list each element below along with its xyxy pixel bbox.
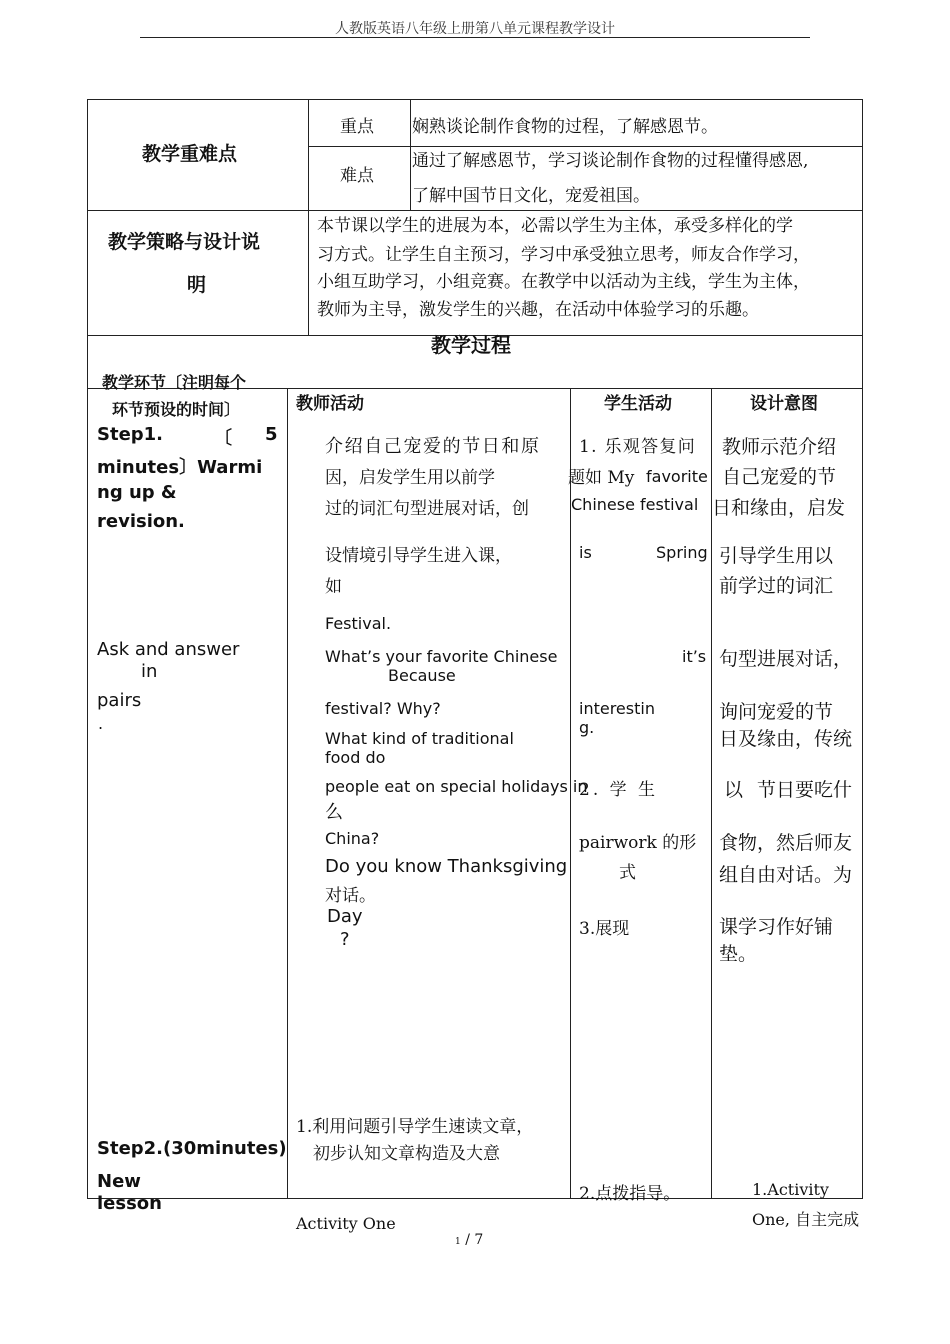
step1-teacher-line: Day: [327, 906, 363, 927]
step1-student-line: 题如 My: [568, 468, 635, 488]
step1-design-line: 组自由对话。为: [719, 864, 853, 886]
step1-design-line: 节日要吃什: [757, 779, 853, 801]
step1-heading-line-3: ng up &: [97, 482, 177, 503]
header-rule: [140, 37, 810, 38]
step1-heading-paren: 〔: [214, 428, 232, 449]
step1-side-line-3: pairs: [97, 690, 142, 711]
step1-teacher-line: What kind of traditional: [325, 729, 514, 748]
step1-teacher-line: 设情境引导学生进入课，: [325, 546, 512, 566]
step1-design-line: 引导学生用以: [719, 545, 834, 567]
step1-design-line: 垫。: [719, 943, 758, 965]
page-number: [455, 1232, 483, 1248]
key-points-label: 教学重难点: [142, 143, 238, 165]
step1-design-line: 日和缘由，启发: [712, 497, 846, 519]
step1-heading-line-2: minutes〕Warmi: [97, 457, 263, 478]
difficulty-label: 难点: [340, 166, 374, 186]
page-total: / 7: [465, 1232, 484, 1248]
strategy-line-1: 本节课以学生的进展为本，必需以学生为主体，承受多样化的学: [317, 216, 793, 236]
step1-design-line: 课学习作好铺: [719, 916, 834, 938]
step1-student-line: is: [579, 543, 592, 562]
step2-teacher-line: Activity One: [296, 1214, 396, 1233]
student-column-header: 学生活动: [604, 394, 672, 414]
step1-student-line: 1. 乐观答复问: [579, 437, 697, 457]
difficulty-line-2: 了解中国节日文化，宠爱祖国。: [412, 186, 650, 206]
step2-teacher-line: 1.利用问题引导学生速读文章，: [296, 1117, 534, 1137]
step1-teacher-line: festival? Why?: [325, 699, 441, 718]
step1-teacher-line: 因，启发学生用以前学: [325, 468, 495, 488]
step1-teacher-line: food do: [325, 748, 386, 767]
document-header: 人教版英语八年级上册第八单元课程教学设计: [335, 21, 615, 37]
step1-student-line: 2. 学 生: [579, 780, 659, 800]
step2-design-line: 1.Activity: [752, 1180, 829, 1199]
step1-teacher-line: people eat on special holidays in: [325, 777, 588, 796]
step1-teacher-line: Do you know Thanksgiving: [325, 856, 568, 877]
strategy-line-2: 习方式。让学生自主预习，学习中承受独立思考，师友合作学习，: [317, 245, 810, 265]
step2-student-line: 2.点拨指导。: [579, 1184, 681, 1204]
step1-student-line: Chinese festival: [571, 495, 699, 514]
step1-design-line: 教师示范介绍: [722, 436, 837, 458]
step1-teacher-line: 如: [325, 577, 342, 597]
step1-design-line: 句型进展对话，: [719, 648, 853, 670]
step2-teacher-line: 初步认知文章构造及大意: [313, 1144, 500, 1164]
step1-design-line: 日及缘由，传统: [719, 728, 853, 750]
page-current: 1: [455, 1237, 461, 1247]
focus-text: 娴熟谈论制作食物的过程，了解感恩节。: [412, 117, 718, 137]
step1-teacher-line: 么: [325, 802, 343, 823]
step1-student-line: interestin: [579, 699, 655, 718]
step1-student-line: it’s: [682, 647, 707, 666]
step1-heading-line-1: Step1.: [97, 424, 164, 445]
step1-teacher-line: What’s your favorite Chinese: [325, 647, 558, 666]
step1-student-line: Spring: [656, 543, 708, 562]
strategy-label-line-1: 教学策略与设计说: [108, 231, 261, 253]
step1-teacher-line: Festival.: [325, 614, 392, 633]
step1-teacher-line: 过的词汇句型进展对话，创: [325, 499, 529, 519]
step1-design-line: 以: [724, 779, 744, 801]
stage-column-header-line-1: 教学环节〔注明每个: [102, 373, 247, 392]
step1-teacher-line: 对话。: [325, 886, 376, 906]
step1-teacher-line: ?: [340, 929, 350, 950]
strategy-line-4: 教师为主导，激发学生的兴趣，在活动中体验学习的乐趣。: [317, 300, 759, 320]
teacher-column-header: 教师活动: [296, 394, 364, 414]
step1-teacher-line: Because: [388, 666, 456, 685]
step1-teacher-line: China?: [325, 829, 380, 848]
step1-design-line: 前学过的词汇: [719, 575, 834, 597]
step2-heading-line-2: New: [97, 1171, 141, 1192]
stage-column-header-line-2: 环节预设的时间〕: [112, 400, 241, 419]
step2-heading-line-1: Step2.(30minutes): [97, 1138, 287, 1159]
step1-design-line: 询问宠爱的节: [719, 701, 834, 723]
step1-side-line-2: in: [141, 661, 158, 682]
design-column-header: 设计意图: [750, 394, 818, 414]
step2-heading-line-3: lesson: [97, 1193, 162, 1214]
process-title: 教学过程: [431, 333, 511, 357]
step2-design-line: One, 自主完成: [752, 1210, 860, 1229]
step1-side-line-4: .: [98, 714, 104, 733]
strategy-line-3: 小组互助学习，小组竞赛。在教学中以活动为主线，学生为主体，: [317, 272, 810, 292]
strategy-label-line-2: 明: [187, 274, 207, 296]
step1-side-line-1: Ask and answer: [97, 639, 240, 660]
step1-design-line: 自己宠爱的节: [722, 466, 837, 488]
focus-label: 重点: [340, 117, 374, 137]
step1-teacher-line: 介绍自己宠爱的节日和原: [325, 436, 541, 457]
step1-student-line: 式: [619, 863, 636, 883]
difficulty-line-1: 通过了解感恩节，学习谈论制作食物的过程懂得感恩,: [412, 151, 809, 171]
step1-heading-line-4: revision.: [97, 511, 185, 532]
step1-student-line: 3.展现: [579, 919, 630, 939]
step1-student-line: pairwork 的形: [579, 833, 697, 853]
step1-heading-number: 5: [265, 424, 278, 445]
step1-student-line: g.: [579, 718, 595, 737]
step1-student-line: favorite: [646, 467, 708, 486]
step1-design-line: 食物，然后师友: [719, 832, 853, 854]
